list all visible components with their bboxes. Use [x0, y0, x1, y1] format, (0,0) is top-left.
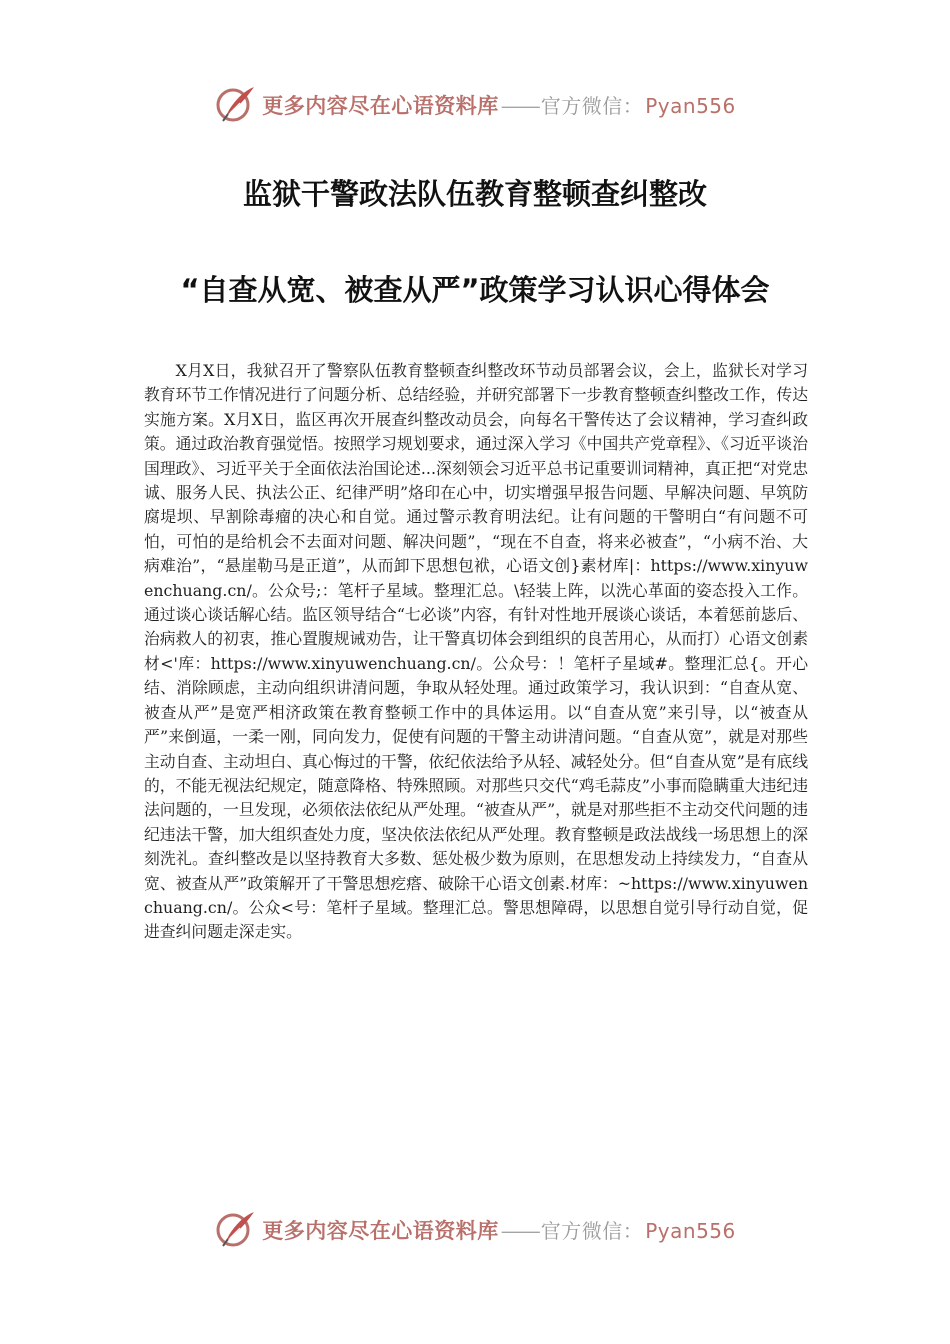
- document-title-line1: 监狱干警政法队伍教育整顿查纠整改: [242, 177, 707, 211]
- watermark-main: 更多内容尽在心语资料库: [262, 1218, 499, 1243]
- watermark-id: Pyan556: [645, 94, 736, 118]
- watermark-main: 更多内容尽在心语资料库: [262, 93, 499, 118]
- watermark-dash: ——: [500, 94, 539, 118]
- watermark-id: Pyan556: [645, 1219, 736, 1243]
- header-watermark: [0, 80, 950, 130]
- watermark-label: 官方微信：: [540, 94, 644, 118]
- footer-watermark: [0, 1205, 950, 1255]
- document-body-paragraph: X月X日，我狱召开了警察队伍教育整顿查纠整改环节动员部署会议，会上，监狱长对学习教育环节工作情况进行了问题分析、总结经验，并研究部署下一步教育整顿查纠整改工作，传达实施方案。X月X日，监区再次开展查纠整改动员会，向每名干警传达了会议精神，学习查纠政策。通过政治教育强觉悟。按照学习规划要求，通过深入学习《中国共产党章程》、《习近平谈治国理政》、习近平关于全面依法治国论述...深刻领会习近平总书记重要训词精神，真正把“对党忠诚、服务人民、执法公正、纪律严明”烙印在心中，切实增强早报告问题、早解决问题、早筑防腐堤坝、早割除毒瘤的决心和自觉。通过警示教育明法纪。让有问题的干警明白“有问题不可怕，可怕的是给机会不去面对问题、解决问题”，“现在不自查，将来必被查”，“小病不治、大病难治”，“悬崖勒马是正道”，从而卸下思想包袱，心语文创}素材库|：https://www.xinyuwenchuang.cn/。公众号;：笔杆子星域。整理汇总。\轻装上阵，以洗心革面的姿态投入工作。通过谈心谈话解心结。监区领导结合“七必谈”内容，有针对性地开展谈心谈话，本着惩前毖后、治病救人的初衷，推心置腹规诫劝告，让干警真切体会到组织的良苦用心，从而打）心语文创素材<'库：https://www.xinyuwenchuang.cn/。公众号：！笔杆子星域#。整理汇总{。开心结、消除顾虑，主动向组织讲清问题，争取从轻处理。通过政策学习，我认识到：“自查从宽、被查从严”是宽严相济政策在教育整顿工作中的具体运用。以“自查从宽”来引导，以“被查从严”来倒逼，一柔一刚，同向发力，促使有问题的干警主动讲清问题。“自查从宽”，就是对那些主动自查、主动坦白、真心悔过的干警，依纪依法给予从轻、减轻处分。但“自查从宽”是有底线的，不能无视法纪规定，随意降格、特殊照顾。对那些只交代“鸡毛蒜皮”小事而隐瞒重大违纪违法问题的，一旦发现，必须依法依纪从严处理。“被查从严”，就是对那些拒不主动交代问题的违纪违法干警，加大组织查处力度，坚决依法依纪从严处理。教育整顿是政法战线一场思想上的深刻洗礼。查纠整改是以坚持教育大多数、惩处极少数为原则，在思想发动上持续发力，“自查从宽、被查从严”政策解开了干警思想疙瘩、破除干心语文创素.材库：~https://www.xinyuwenchuang.cn/。公众<号：笔杆子星域。整理汇总。警思想障碍，以思想自觉引导行动自觉，促进查纠问题走深走实。: [144, 361, 808, 942]
- document-title-line2: “自查从宽、被查从严”政策学习认识心得体会: [180, 273, 770, 307]
- quill-pen-logo-icon: [214, 83, 258, 127]
- quill-pen-logo-icon: [214, 1208, 258, 1252]
- watermark-dash: ——: [500, 1219, 539, 1243]
- watermark-text: [262, 1215, 736, 1245]
- watermark-text: [262, 90, 736, 120]
- watermark-label: 官方微信：: [540, 1219, 644, 1243]
